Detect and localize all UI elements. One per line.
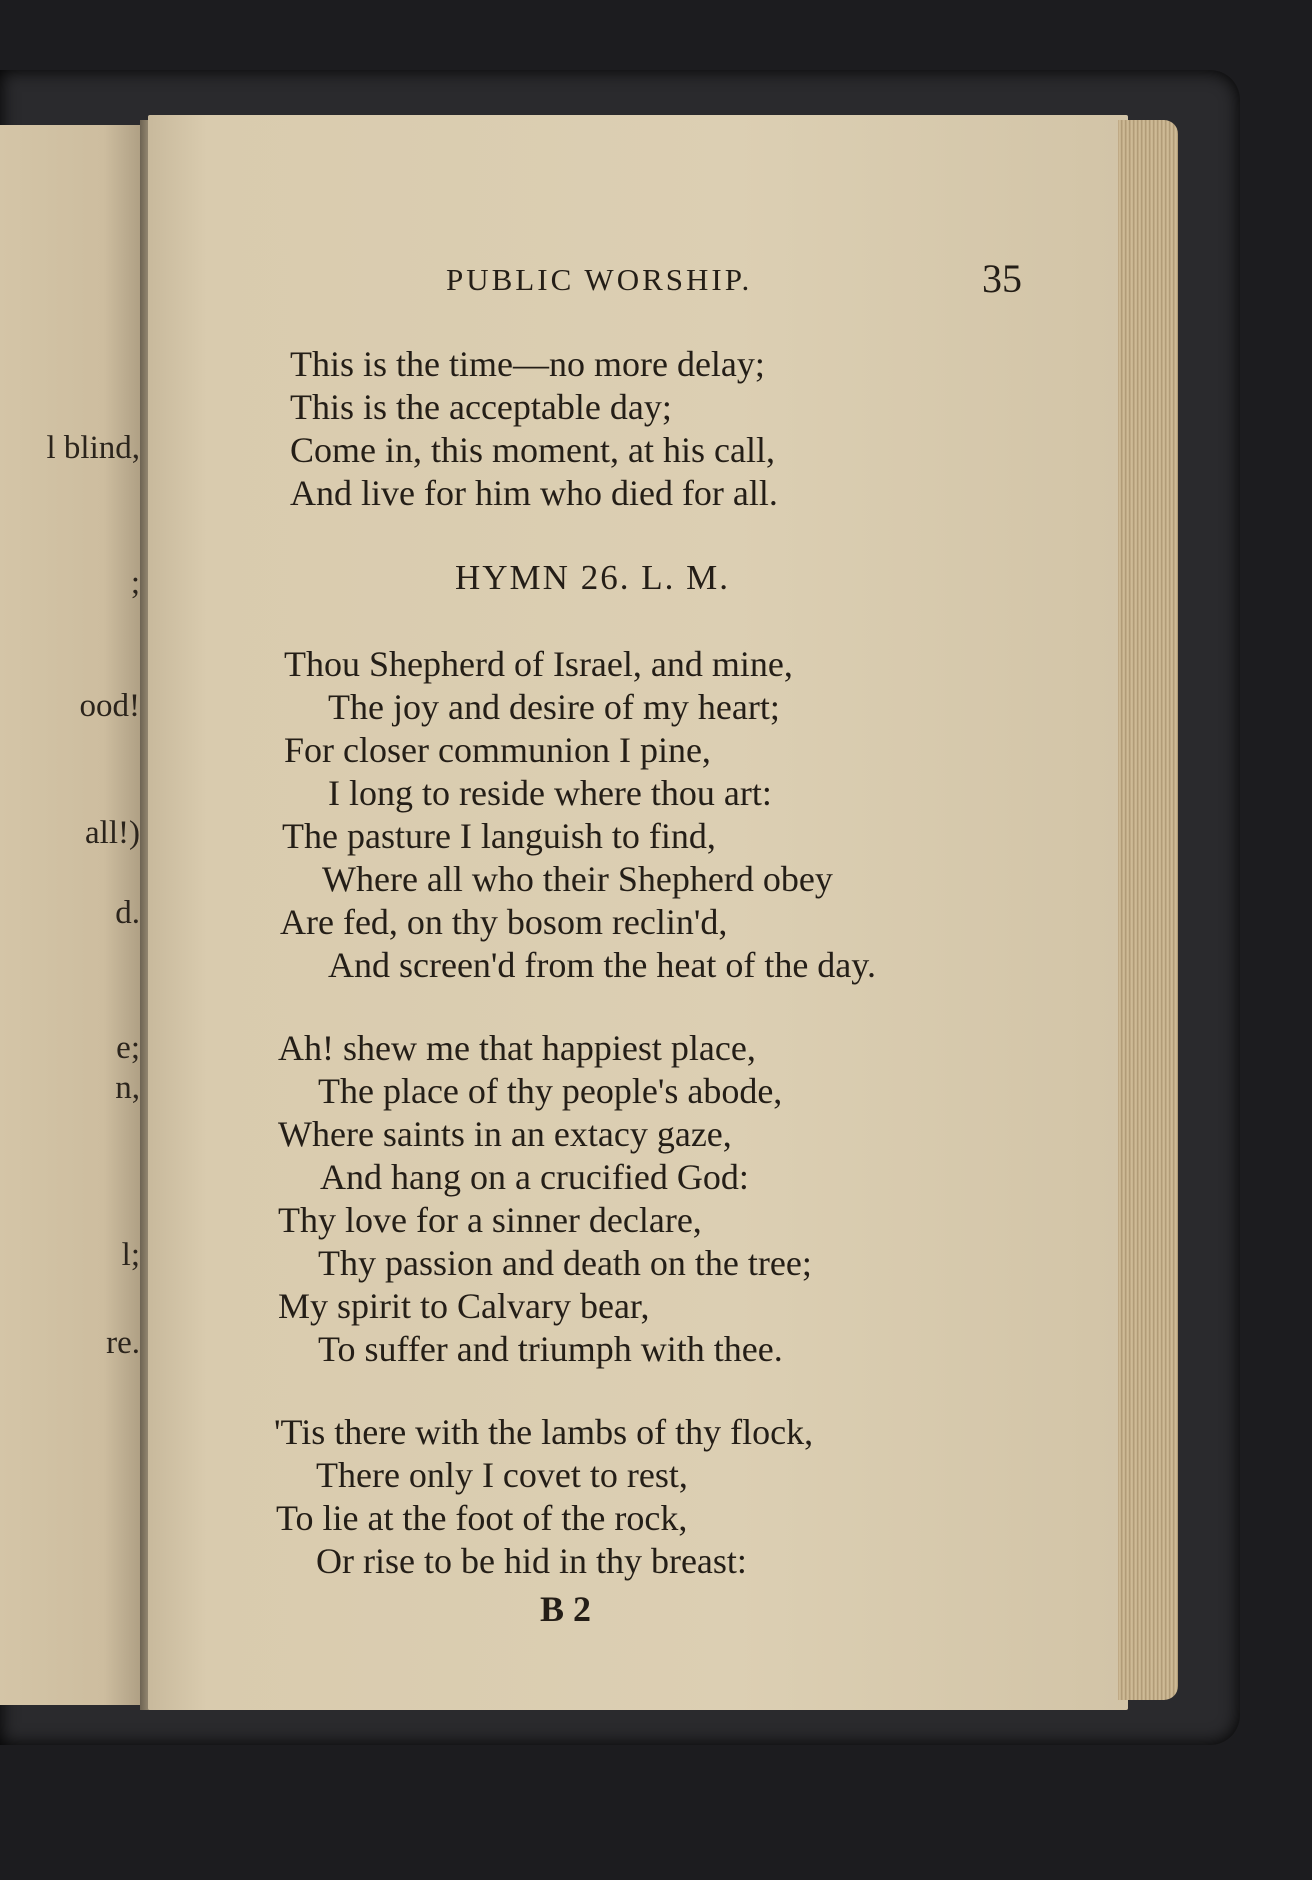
- left-page-fragment: l;: [121, 1237, 140, 1273]
- verse-line: Are fed, on thy bosom reclin'd,: [280, 902, 728, 942]
- verse-line: 'Tis there with the lambs of thy flock,: [274, 1412, 814, 1452]
- left-page-fragment: l blind,: [46, 430, 140, 466]
- left-page-fragment: d.: [115, 895, 140, 931]
- left-page-fragment: re.: [106, 1325, 140, 1361]
- verse-line: To lie at the foot of the rock,: [276, 1498, 688, 1538]
- hymn-title: HYMN 26. L. M.: [455, 558, 730, 597]
- verse-line: This is the time—no more delay;: [290, 344, 765, 384]
- verse-line: Ah! shew me that happiest place,: [278, 1028, 756, 1068]
- left-page-fragment: all!): [85, 815, 140, 851]
- page-number: 35: [982, 256, 1022, 301]
- verse-line: And live for him who died for all.: [290, 473, 778, 513]
- verse-line: Where saints in an extacy gaze,: [278, 1114, 732, 1154]
- verse-line: Thy love for a sinner declare,: [278, 1200, 702, 1240]
- verse-line: This is the acceptable day;: [290, 387, 672, 427]
- verse-line: Where all who their Shepherd obey: [322, 859, 833, 899]
- signature-mark: B 2: [540, 1589, 592, 1629]
- verse-line: To suffer and triumph with thee.: [318, 1329, 783, 1369]
- verse-line: The joy and desire of my heart;: [328, 687, 780, 727]
- verse-line: My spirit to Calvary bear,: [278, 1286, 650, 1326]
- left-page-fragment: n,: [115, 1070, 140, 1106]
- verse-line: Thy passion and death on the tree;: [318, 1243, 812, 1283]
- verse-line: For closer communion I pine,: [284, 730, 711, 770]
- left-page-fragment: e;: [116, 1030, 140, 1066]
- verse-line: And screen'd from the heat of the day.: [328, 945, 876, 985]
- left-page-fragment: ;: [130, 565, 140, 601]
- left-page: [0, 125, 148, 1705]
- page-edges: [1118, 120, 1178, 1700]
- verse-line: Thou Shepherd of Israel, and mine,: [284, 644, 793, 684]
- verse-line: And hang on a crucified God:: [320, 1157, 749, 1197]
- verse-line: There only I covet to rest,: [316, 1455, 688, 1495]
- verse-line: Come in, this moment, at his call,: [290, 430, 775, 470]
- verse-line: The place of thy people's abode,: [318, 1071, 783, 1111]
- left-page-fragment: ood!: [79, 688, 140, 724]
- running-head: PUBLIC WORSHIP.: [446, 262, 753, 297]
- verse-line: Or rise to be hid in thy breast:: [316, 1541, 747, 1581]
- verse-line: The pasture I languish to find,: [282, 816, 716, 856]
- verse-line: I long to reside where thou art:: [328, 773, 772, 813]
